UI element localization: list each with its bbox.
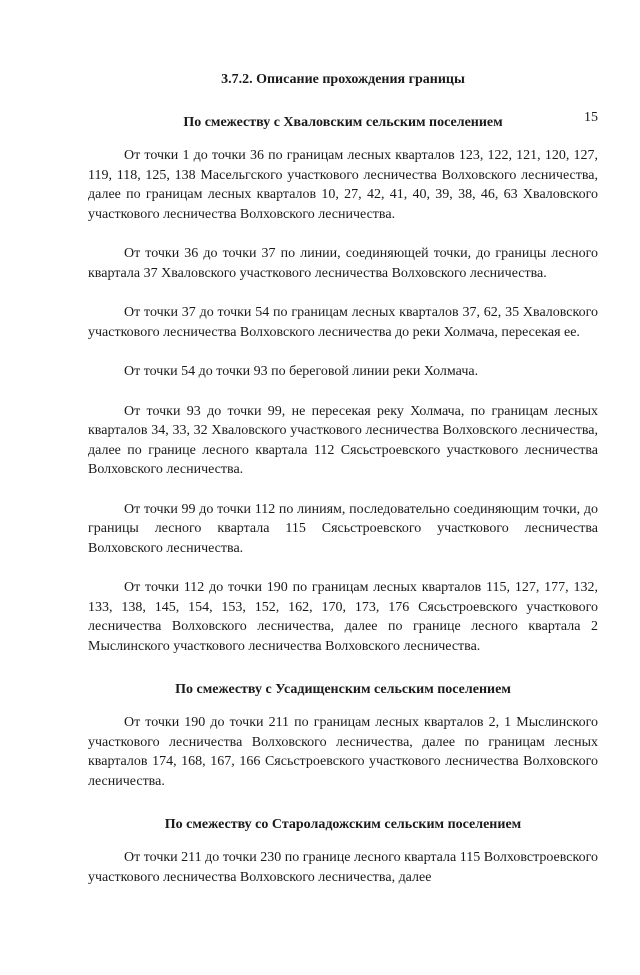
paragraph: От точки 190 до точки 211 по границам лесных кварталов 2, 1 Мыслинского участкового лесничества Волховского лесничества, далее по границам лесных кварталов 174, 168, 167, 166 Сясьстроевского участкового лесничества Волховского лесничества.	[88, 715, 598, 789]
paragraph: От точки 211 до точки 230 по границе лесного квартала 115 Волховстроевского участкового лесничества Волховского лесничества, далее	[88, 850, 598, 885]
paragraph: От точки 1 до точки 36 по границам лесных кварталов 123, 122, 121, 120, 127, 119, 118, 125, 138 Масельгского участкового лесничества Волховского лесничества, далее по границам лесных кварталов 10, 27, 42, 41, 40, 39, 38, 46, 63 Хваловского участкового лесничества Волховского лесничества.	[88, 148, 598, 222]
document-page	[0, 70, 640, 975]
paragraph: От точки 93 до точки 99, не пересекая реку Холмача, по границам лесных кварталов 34, 33, 32 Хваловского участкового лесничества Волховского лесничества, далее по границе лесного квартала 112 Сясьстроевского участкового лесничества Волховского лесничества.	[88, 403, 598, 477]
section-title: 3.7.2. Описание прохождения границы	[221, 72, 465, 87]
paragraph: От точки 54 до точки 93 по береговой линии реки Холмача.	[124, 364, 479, 379]
paragraph: От точки 36 до точки 37 по линии, соединяющей точки, до границы лесного квартала 37 Хваловского участкового лесничества Волховского лесничества.	[88, 246, 598, 281]
paragraph: От точки 99 до точки 112 по линиям, последовательно соединяющим точки, до границы лесного квартала 115 Сясьстроевского участкового лесничества Волховского лесничества.	[88, 501, 598, 556]
subheading-staroladozhskoe: По смежеству со Староладожским сельским поселением	[164, 817, 522, 832]
subheading-usadishchenskoe: По смежеству с Усадищенским сельским поселением	[175, 682, 511, 697]
subheading-khvalovskoe: По смежеству с Хваловским сельским поселением	[183, 115, 503, 130]
paragraph: От точки 37 до точки 54 по границам лесных кварталов 37, 62, 35 Хваловского участкового лесничества Волховского лесничества до реки Холмача, пересекая ее.	[88, 305, 598, 340]
page-number: 15	[584, 110, 598, 125]
paragraph: От точки 112 до точки 190 по границам лесных кварталов 115, 127, 177, 132, 133, 138, 145, 154, 153, 152, 162, 170, 173, 176 Сясьстроевского участкового лесничества Волховского лесничества, далее по границе лесного квартала 2 Мыслинского участкового лесничества Волховского лесничества.	[88, 580, 598, 654]
